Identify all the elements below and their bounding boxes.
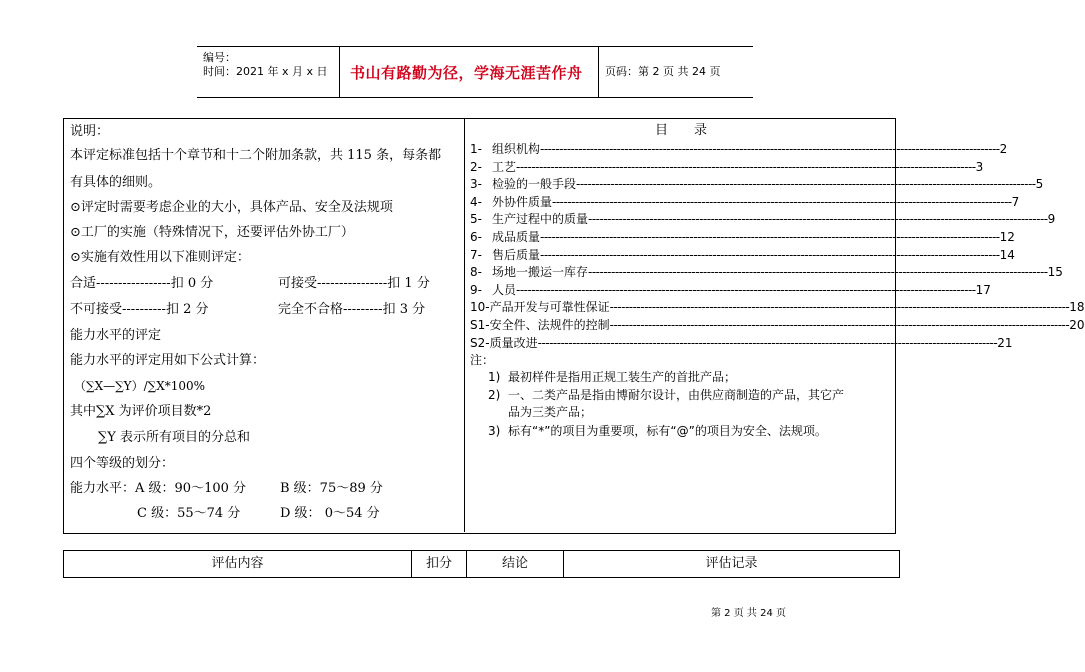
toc-item: [470, 336, 1013, 350]
col-conclusion: 结论: [501, 556, 528, 571]
toc-item-title: 生产过程中的质量: [492, 212, 589, 226]
toc-item: [470, 318, 1085, 332]
toc-leader: ------------------------------------------------------------------------------------------------------------------------: [540, 248, 1000, 262]
toc-item: [470, 142, 1008, 156]
toc-item-number: 2-: [470, 160, 482, 174]
number-label: 编号：: [203, 51, 236, 64]
toc-item: [470, 248, 1015, 262]
toc-item: [470, 195, 1020, 209]
toc-item-number: S1-: [470, 318, 490, 332]
toc-item: [470, 230, 1015, 244]
note-text-cont: 品为三类产品；: [508, 405, 593, 419]
toc-item-number: 6-: [470, 230, 482, 244]
level-row: 能力水平：A 级：90～100 分: [70, 481, 247, 496]
intro-label: 说明：: [70, 124, 110, 139]
toc-item-title: 检验的一般手段: [492, 177, 577, 191]
toc-item-number: 8-: [470, 265, 482, 279]
toc-item-page: 18: [1069, 300, 1085, 314]
toc-item-page: 17: [975, 283, 991, 297]
level-d: D 级： 0～54 分: [280, 506, 380, 521]
motto-text: 书山有路勤为径，学海无涯苦作舟: [350, 64, 583, 82]
note-text: 最初样件是指用正规工装生产的首批产品；: [508, 370, 737, 384]
toc-item-title: 场地一搬运一库存: [492, 265, 589, 279]
toc-item: [470, 283, 991, 297]
intro-line: 本评定标准包括十个章节和十二个附加条款，共 115 条，每条都: [70, 148, 442, 163]
grade-item: 合适-----------------扣 0 分: [70, 276, 214, 291]
intro-line: 有具体的细则。: [70, 175, 162, 190]
toc-item-number: 10-: [470, 300, 490, 314]
grade-item: 完全不合格---------扣 3 分: [278, 302, 426, 317]
toc-item-page: 21: [997, 336, 1013, 350]
note-text: 标有“*”的项目为重要项，标有“@”的项目为安全、法规项。: [508, 424, 827, 438]
toc-item-title: 组织机构: [492, 142, 541, 156]
toc-item-title: 产品开发与可靠性保证: [489, 300, 610, 314]
toc-item: [470, 300, 1085, 314]
formula-intro: 能力水平的评定用如下公式计算：: [70, 353, 266, 368]
level-c: C 级：55～74 分: [137, 506, 241, 521]
column-divider: [464, 118, 465, 532]
toc-leader: ------------------------------------------------------------------------------------------------------------------------: [552, 195, 1012, 209]
levels-heading: 四个等级的划分：: [70, 456, 175, 471]
level-b: B 级：75～89 分: [280, 481, 383, 496]
toc-item-title: 安全件、法规件的控制: [489, 318, 610, 332]
toc-leader: ------------------------------------------------------------------------------------------------------------------------: [537, 336, 998, 350]
toc-item-number: S2-: [470, 336, 490, 350]
toc-item-title: 外协件质量: [492, 195, 553, 209]
toc-item-number: 5-: [470, 212, 482, 226]
page-footer: 第 2 页 共 24 页: [711, 608, 786, 619]
grade-item: 可接受----------------扣 1 分: [278, 276, 430, 291]
toc-title: 目 录: [655, 123, 708, 138]
toc-item-title: 质量改进: [489, 336, 538, 350]
formula: （∑X—∑Y）/∑X*100%: [74, 379, 206, 393]
toc-item-number: 9-: [470, 283, 482, 297]
evaluation-table-header: [63, 550, 900, 578]
toc-item-title: 成品质量: [492, 230, 541, 244]
formula-note: ∑Y 表示所有项目的分总和: [98, 430, 250, 445]
toc-leader: ------------------------------------------------------------------------------------------------------------------------: [588, 212, 1048, 226]
header-info-cell: [197, 47, 340, 97]
header-page-cell: [599, 47, 753, 97]
note-text: 一、二类产品是指由博耐尔设计，由供应商制造的产品，其它产: [508, 388, 845, 402]
col-evaluation-record: 评估记录: [705, 556, 758, 571]
note-number: 1): [488, 370, 501, 384]
toc-leader: ------------------------------------------------------------------------------------------------------------------------: [540, 230, 1000, 244]
note-number: 2): [488, 388, 501, 402]
toc-item-page: 3: [975, 160, 984, 174]
toc-item-page: 9: [1047, 212, 1056, 226]
formula-note: 其中∑X 为评价项目数*2: [70, 404, 212, 419]
toc-item: [470, 212, 1056, 226]
toc-item-page: 12: [999, 230, 1015, 244]
section-heading: 能力水平的评定: [70, 328, 162, 343]
criteria-line: ⊙实施有效性用以下准则评定：: [70, 250, 250, 265]
page-label: 页码：第 2 页 共 24 页: [605, 65, 721, 78]
col-evaluation-content: 评估内容: [211, 556, 264, 571]
toc-item-number: 3-: [470, 177, 482, 191]
notes-label: 注：: [470, 353, 495, 367]
toc-leader: ------------------------------------------------------------------------------------------------------------------------: [609, 300, 1070, 314]
toc-item-number: 7-: [470, 248, 482, 262]
level-a: A 级：90～100 分: [135, 481, 247, 496]
document-header: [197, 46, 753, 98]
toc-item-title: 人员: [492, 283, 517, 297]
criteria-line: ⊙评定时需要考虑企业的大小，具体产品、安全及法规项: [70, 200, 393, 215]
toc-item-number: 1-: [470, 142, 482, 156]
toc-item-page: 2: [999, 142, 1008, 156]
toc-item-number: 4-: [470, 195, 482, 209]
grade-item: 不可接受----------扣 2 分: [70, 302, 209, 317]
toc-leader: ------------------------------------------------------------------------------------------------------------------------: [576, 177, 1036, 191]
toc-item-title: 工艺: [492, 160, 517, 174]
toc-leader: ------------------------------------------------------------------------------------------------------------------------: [516, 283, 976, 297]
toc-item-page: 15: [1047, 265, 1063, 279]
toc-leader: ------------------------------------------------------------------------------------------------------------------------: [588, 265, 1048, 279]
toc-item: [470, 265, 1063, 279]
criteria-line: ⊙工厂的实施（特殊情况下，还要评估外协工厂）: [70, 225, 354, 240]
toc-leader: ------------------------------------------------------------------------------------------------------------------------: [516, 160, 976, 174]
toc-item: [470, 160, 984, 174]
toc-leader: ------------------------------------------------------------------------------------------------------------------------: [540, 142, 1000, 156]
toc-item-page: 20: [1069, 318, 1085, 332]
toc-item: [470, 177, 1044, 191]
header-motto-cell: [340, 47, 599, 97]
toc-leader: ------------------------------------------------------------------------------------------------------------------------: [609, 318, 1070, 332]
toc-item-page: 14: [999, 248, 1015, 262]
toc-item-title: 售后质量: [492, 248, 541, 262]
toc-item-page: 5: [1035, 177, 1044, 191]
toc-item-page: 7: [1011, 195, 1020, 209]
note-number: 3): [488, 424, 501, 438]
time-label: 时间：2021 年 x 月 x 日: [203, 65, 328, 78]
col-deduction: 扣分: [425, 556, 452, 571]
